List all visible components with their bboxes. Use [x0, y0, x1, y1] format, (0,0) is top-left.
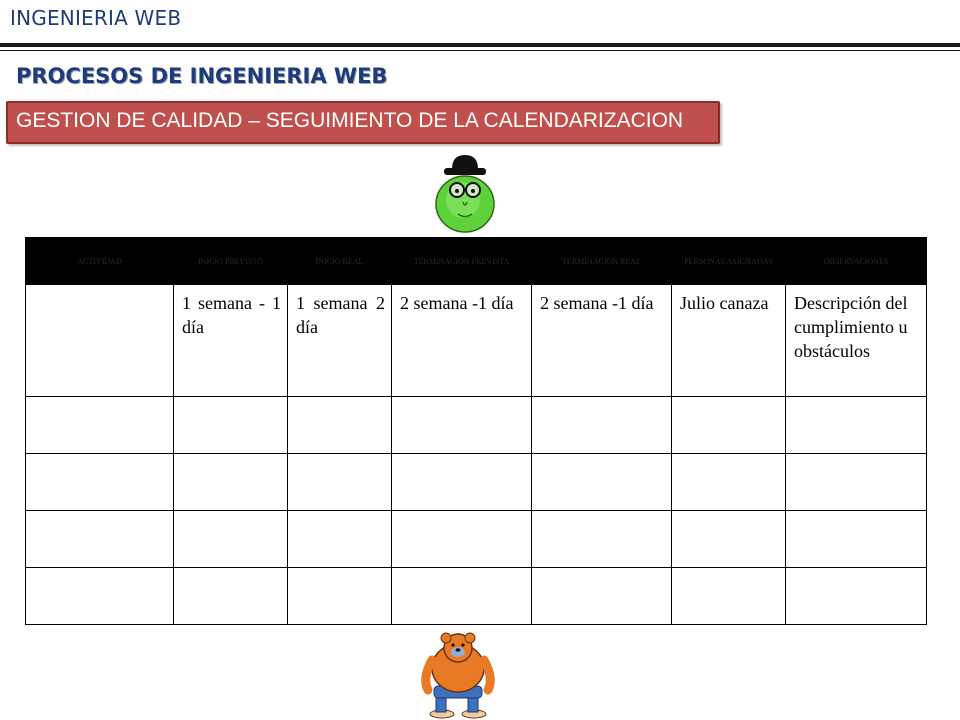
table-cell — [672, 511, 786, 568]
table-cell — [26, 454, 174, 511]
table-row — [26, 454, 927, 511]
table-cell — [174, 397, 288, 454]
table-cell — [532, 568, 672, 625]
column-header-personas-asignadas: PERSONAS ASIGNADAS — [672, 238, 786, 285]
table-cell — [288, 568, 392, 625]
table-cell — [288, 511, 392, 568]
table-cell: 1 semana - 1 día — [174, 285, 288, 397]
table-cell — [672, 454, 786, 511]
table-cell — [786, 397, 927, 454]
column-header-terminacion-prevista: TERMINACION PREVISTA — [392, 238, 532, 285]
table-cell — [174, 454, 288, 511]
table-cell: Julio canaza — [672, 285, 786, 397]
table-cell: 1 semana 2 día — [288, 285, 392, 397]
table-row — [26, 285, 927, 397]
table-cell — [786, 568, 927, 625]
table-cell — [392, 397, 532, 454]
table-cell — [26, 285, 174, 397]
orange-bear-icon — [416, 630, 500, 720]
table-cell — [288, 397, 392, 454]
column-header-inicio-previsto: INICIO PREVISTO — [174, 238, 288, 285]
topic-banner-text: GESTION DE CALIDAD – SEGUIMIENTO DE LA CALENDARIZACION — [16, 109, 684, 132]
header-divider-thick — [0, 43, 960, 47]
column-header-inicio-real: INICIO REAL — [288, 238, 392, 285]
column-header-actividad: ACTIVIDAD — [26, 238, 174, 285]
table-row — [26, 511, 927, 568]
column-header-terminacion-real: TERMINACION REAL — [532, 238, 672, 285]
table-cell — [532, 511, 672, 568]
table-cell — [672, 568, 786, 625]
table-cell — [174, 568, 288, 625]
table-cell — [392, 568, 532, 625]
table-cell: Descripción del cumplimiento u obstáculos — [786, 285, 927, 397]
green-face-hat-glasses-icon — [430, 152, 500, 234]
topic-banner — [6, 101, 720, 144]
table-cell — [786, 511, 927, 568]
section-title: PROCESOS DE INGENIERIA WEB — [16, 64, 388, 88]
column-header-observaciones: OBSERVACIONES — [786, 238, 927, 285]
table-cell — [392, 511, 532, 568]
schedule-tracking-table — [25, 237, 927, 625]
table-cell — [26, 397, 174, 454]
table-cell — [26, 568, 174, 625]
table-cell — [532, 454, 672, 511]
table-cell: 2 semana -1 día — [392, 285, 532, 397]
table-cell — [532, 397, 672, 454]
table-cell — [786, 454, 927, 511]
table-cell — [288, 454, 392, 511]
table-cell — [392, 454, 532, 511]
table-cell — [26, 511, 174, 568]
table-row — [26, 568, 927, 625]
table-cell — [672, 397, 786, 454]
course-title: INGENIERIA WEB — [10, 6, 182, 30]
table-header-row — [26, 238, 927, 285]
table-row — [26, 397, 927, 454]
table-cell: 2 semana -1 día — [532, 285, 672, 397]
table-cell — [174, 511, 288, 568]
header-divider-thin — [0, 50, 960, 51]
